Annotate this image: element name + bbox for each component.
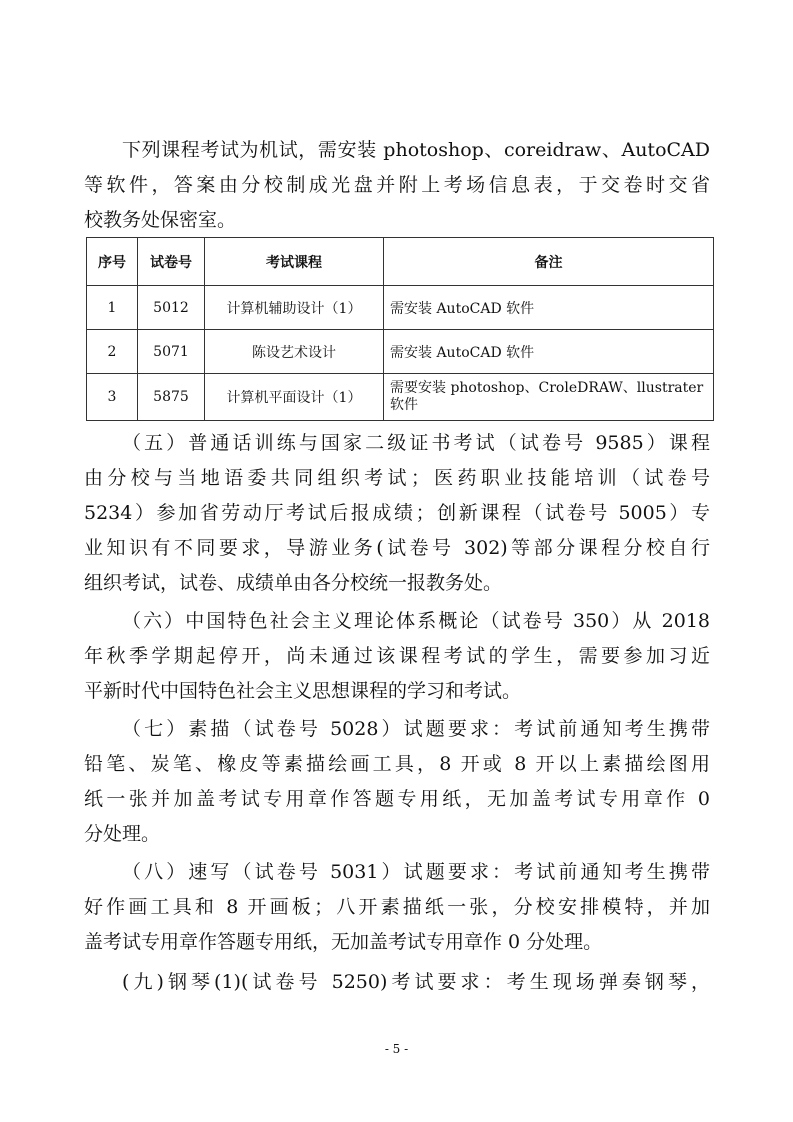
table-row [87,330,714,374]
cell-index: 2 [87,330,138,374]
cell-course: 计算机平面设计（1） [205,374,384,421]
cell-paper-number: 5071 [138,330,205,374]
intro-paragraph [84,133,710,238]
header-cell: 序号 [87,238,138,286]
text-line: 组织考试，试卷、成绩单由各分校统一报教务处。 [84,572,503,594]
text-line: （八）速写（试卷号 5031）试题要求：考试前通知考生携带 [122,861,710,883]
cell-course: 计算机辅助设计（1） [205,286,384,330]
text-line: 铅笔、炭笔、橡皮等素描绘画工具，8 开或 8 开以上素描绘图用 [84,753,710,775]
text-line: 业知识有不同要求，导游业务(试卷号 302)等部分课程分校自行 [84,537,710,559]
text-line: 年秋季学期起停开，尚未通过该课程考试的学生，需要参加习近 [84,645,710,667]
text-line: 校教务处保密室。 [84,209,237,231]
text-line: 等软件，答案由分校制成光盘并附上考场信息表，于交卷时交省 [84,174,710,196]
paragraph-9 [84,965,710,1000]
table-row [87,286,714,330]
cell-note: 需要安装 photoshop、CroleDRAW、llustrater 软件 [384,374,714,421]
text-line: (九)钢琴(1)(试卷号 5250)考试要求：考生现场弹奏钢琴， [122,971,710,993]
paragraph-7 [84,712,710,852]
cell-index: 1 [87,286,138,330]
text-line: （六）中国特色社会主义理论体系概论（试卷号 350）从 2018 [122,610,710,632]
cell-note: 需安装 AutoCAD 软件 [384,330,714,374]
text-line: 平新时代中国特色社会主义思想课程的学习和考试。 [84,680,522,702]
text-line: 盖考试专用章作答题专用纸，无加盖考试专用章作 0 分处理。 [84,931,603,953]
table-row [87,374,714,421]
text-line: 由分校与当地语委共同组织考试；医药职业技能培训（试卷号 [84,467,710,489]
cell-paper-number: 5012 [138,286,205,330]
text-line: 好作画工具和 8 开画板；八开素描纸一张，分校安排模特，并加 [84,896,710,918]
exam-course-table [86,237,714,421]
cell-index: 3 [87,374,138,421]
text-line: （五）普通话训练与国家二级证书考试（试卷号 9585）课程 [122,432,710,454]
cell-paper-number: 5875 [138,374,205,421]
header-cell: 考试课程 [205,238,384,286]
text-line: （七）素描（试卷号 5028）试题要求：考试前通知考生携带 [122,718,710,740]
paragraph-5 [84,426,710,601]
cell-note: 需安装 AutoCAD 软件 [384,286,714,330]
text-line: 纸一张并加盖考试专用章作答题专用纸，无加盖考试专用章作 0 [84,788,710,810]
table-header-row [87,238,714,286]
page-number: - 5 - [384,1042,409,1056]
header-cell: 备注 [384,238,714,286]
cell-course: 陈设艺术设计 [205,330,384,374]
paragraph-6 [84,604,710,709]
header-cell: 试卷号 [138,238,205,286]
paragraph-8 [84,855,710,960]
text-line: 分处理。 [84,823,161,845]
text-line: 下列课程考试为机试，需安装 photoshop、coreidraw、AutoCAD [122,139,710,161]
text-line: 5234）参加省劳动厅考试后报成绩；创新课程（试卷号 5005）专 [84,502,710,524]
